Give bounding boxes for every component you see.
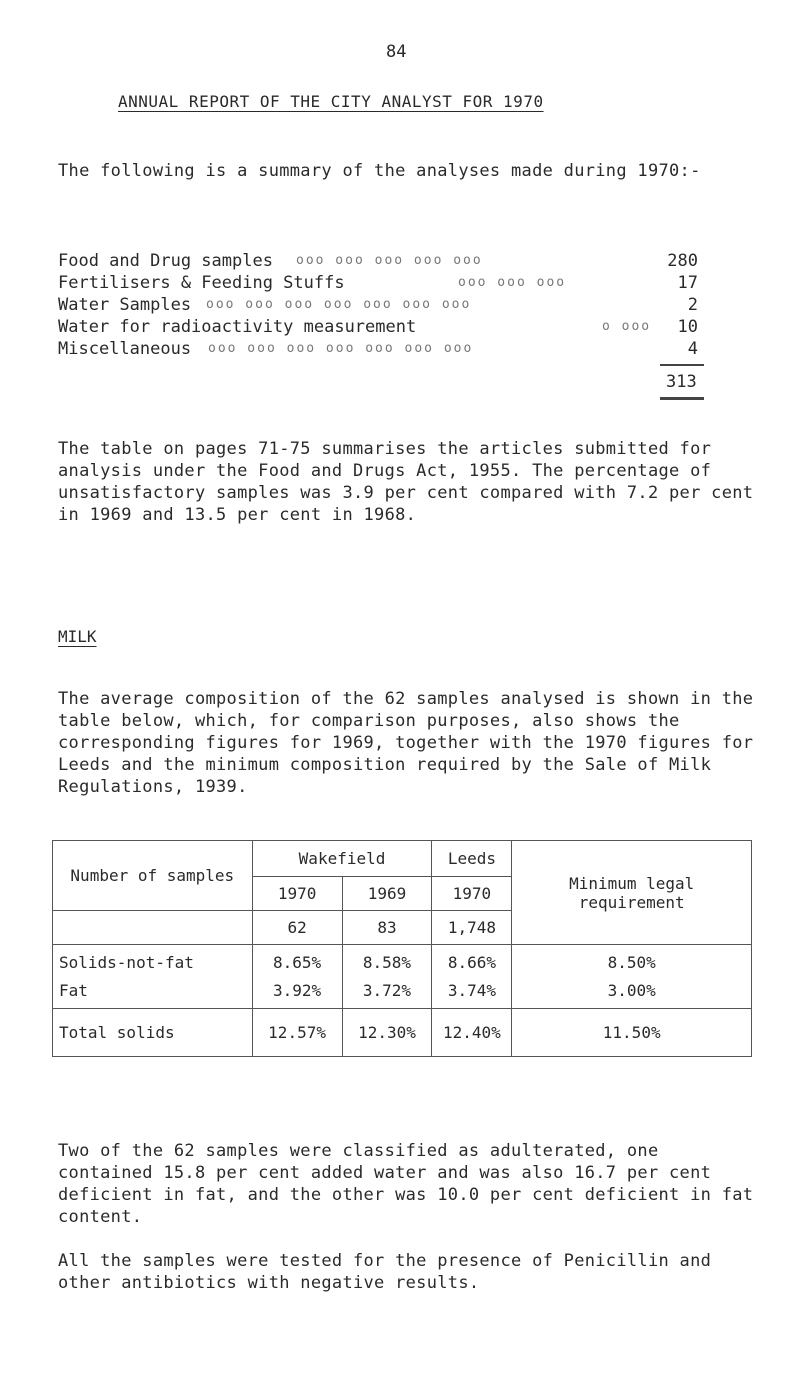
summary-value: 10 <box>677 317 698 337</box>
snf-wakefield-1969: 8.58% <box>362 952 412 972</box>
table-row-snf-fat <box>53 945 752 1009</box>
fat-minimum: 3.00% <box>607 980 656 1000</box>
snf-wakefield-1970: 8.65% <box>272 952 322 972</box>
milk-composition-paragraph: The average composition of the 62 samples analysed is shown in the table below, which, for comparison purposes, also shows the corresponding figures for 1969, together with the 1970 figures for Leeds and the minimum composition required by the Sale of Milk Regulations, 1939. <box>58 689 754 797</box>
summary-row-water: Water Samples ooo ooo ooo ooo ooo ooo ooo 2 <box>58 295 698 315</box>
summary-label: Water for radioactivity measurement <box>58 317 417 337</box>
snf-leeds-1970: 8.66% <box>447 952 496 972</box>
summary-value: 17 <box>677 273 698 293</box>
adulterated-paragraph: Two of the 62 samples were classified as adulterated, one contained 15.8 per cent added water and was also 16.7 per cent deficient in fat, and the other was 10.0 per cent deficient in fat content. <box>58 1141 754 1227</box>
summary-total <box>0 362 800 402</box>
summary-row-fertilisers: Fertilisers & Feeding Stuffs ooo ooo ooo 17 <box>58 273 698 293</box>
table-row-total-solids <box>53 1009 752 1057</box>
summary-row-radioactivity: Water for radioactivity measurement o ooo 10 <box>58 317 698 337</box>
milk-composition-table <box>52 840 752 1057</box>
total-rule-bottom <box>660 397 704 400</box>
summary-value: 4 <box>687 339 698 359</box>
row-label-fat: Fat <box>59 980 88 1000</box>
table-header-row <box>53 841 752 877</box>
header-minimum-legal-requirement: Minimum legal requirement <box>512 841 752 945</box>
summary-label: Fertilisers & Feeding Stuffs <box>58 273 345 293</box>
food-drugs-paragraph: The table on pages 71-75 summarises the articles submitted for analysis under the Food and Drugs Act, 1955. The percentage of unsatisfactory samples was 3.9 per cent compared with 7.2 per cent in 1969 and 13.5 per cent in 1968. <box>58 439 754 525</box>
total-solids-minimum: 11.50% <box>512 1009 752 1057</box>
page-number: 84 <box>386 42 407 62</box>
row-label-solids-not-fat: Solids-not-fat <box>59 952 194 972</box>
sample-count-wakefield-1970: 62 <box>252 911 342 945</box>
sample-count-leeds-1970: 1,748 <box>432 911 512 945</box>
summary-value: 2 <box>687 295 698 315</box>
sample-count-wakefield-1969: 83 <box>342 911 432 945</box>
summary-row-food-drug: Food and Drug samples ooo ooo ooo ooo ooo 280 <box>58 251 698 271</box>
total-solids-leeds-1970: 12.40% <box>432 1009 512 1057</box>
total-rule-top <box>660 364 704 366</box>
milk-heading: MILK <box>58 627 97 646</box>
summary-row-miscellaneous: Miscellaneous ooo ooo ooo ooo ooo ooo ooo 4 <box>58 339 698 359</box>
year-1970: 1970 <box>252 877 342 911</box>
row-label-total-solids: Total solids <box>53 1009 253 1057</box>
fat-wakefield-1969: 3.72% <box>362 980 412 1000</box>
summary-value: 280 <box>667 251 698 271</box>
row-labels <box>53 945 253 1009</box>
header-number-of-samples: Number of samples <box>53 841 253 911</box>
report-title: ANNUAL REPORT OF THE CITY ANALYST FOR 1970 <box>118 92 544 111</box>
leeds-year: 1970 <box>432 877 512 911</box>
analysis-summary-list <box>58 250 728 360</box>
fat-leeds-1970: 3.74% <box>447 980 496 1000</box>
intro-paragraph: The following is a summary of the analyses made during 1970:- <box>58 161 701 181</box>
total-solids-wakefield-1969: 12.30% <box>342 1009 432 1057</box>
summary-label: Food and Drug samples <box>58 251 273 271</box>
summary-label: Water Samples <box>58 295 192 315</box>
year-1969: 1969 <box>342 877 432 911</box>
header-wakefield: Wakefield <box>252 841 432 877</box>
snf-minimum: 8.50% <box>607 952 656 972</box>
penicillin-paragraph: All the samples were tested for the presence of Penicillin and other antibiotics with negative results. <box>58 1251 712 1293</box>
total-solids-wakefield-1970: 12.57% <box>252 1009 342 1057</box>
header-leeds: Leeds <box>432 841 512 877</box>
summary-total-value: 313 <box>666 372 697 392</box>
summary-label: Miscellaneous <box>58 339 192 359</box>
fat-wakefield-1970: 3.92% <box>272 980 322 1000</box>
